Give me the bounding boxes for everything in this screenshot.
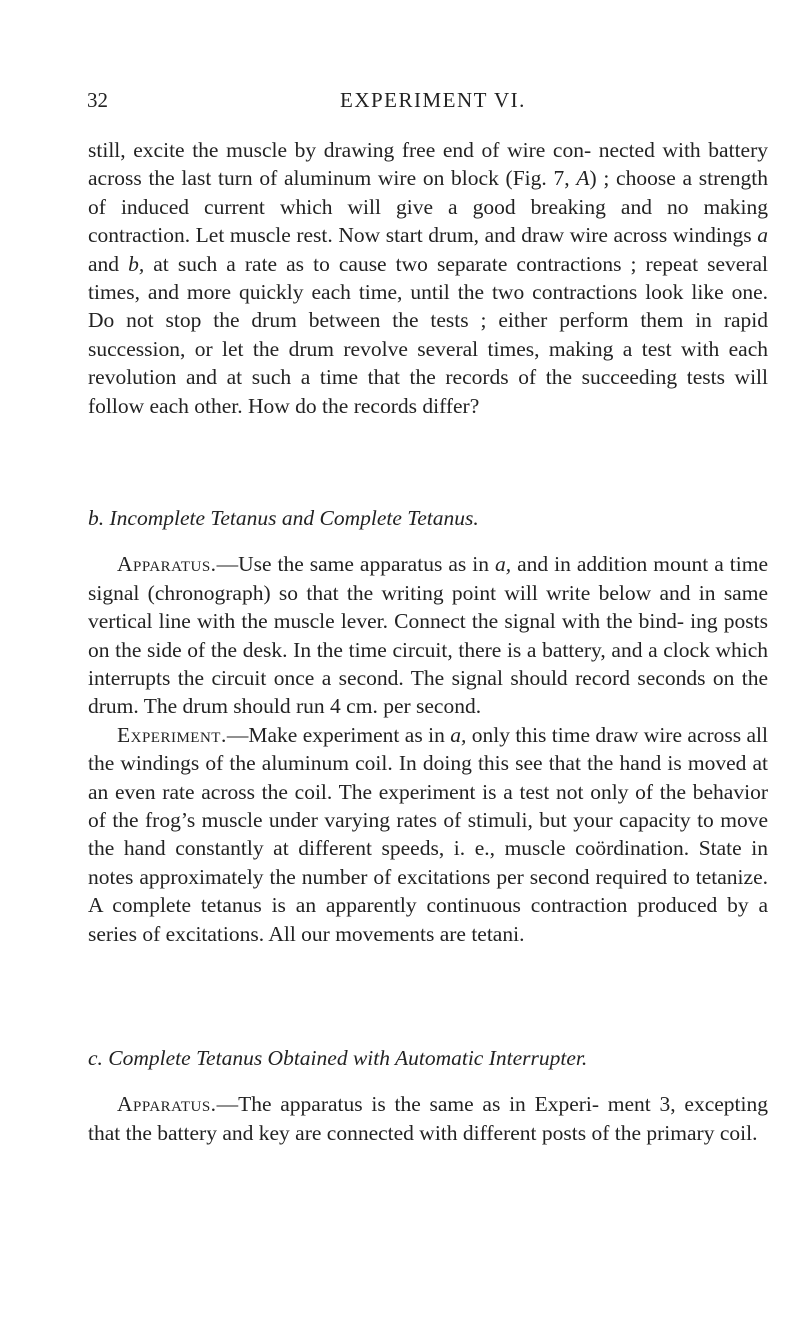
section-b-apparatus: Apparatus.—Use the same apparatus as in a, and in addition mount a time signal (chronograph) so that the writing point will write below and in same vertical line with the muscle lever. Connect the signal with the bind- ing posts on the side of the desk. In the time circuit, there is a battery, and a clock which interrupts the circuit once a second. The signal should record seconds on the drum. The drum should run 4 cm. per second.	[88, 552, 769, 719]
page-number: 32	[87, 88, 108, 112]
section-c-apparatus: Apparatus.—The apparatus is the same as in Experi- ment 3, excepting that the battery and key are connected with different posts of the primary coil.	[88, 1092, 768, 1145]
apparatus-label: Apparatus.	[117, 552, 217, 577]
section-b-heading: b. Incomplete Tetanus and Complete Tetanus.	[88, 506, 479, 530]
apparatus-label: Apparatus.	[117, 1092, 217, 1117]
section-c	[88, 1044, 768, 1147]
section-b	[88, 504, 768, 948]
continued-paragraph	[88, 136, 768, 420]
section-b-experiment: Experiment.—Make experiment as in a, only this time draw wire across all the windings of the aluminum coil. In doing this see that the hand is moved at an even rate across the coil. The experiment is a test not only of the behavior of the frog’s muscle under varying rates of stimuli, but your capacity to move the hand constantly at different speeds, i. e., muscle coördination. State in notes approximately the number of excitations per second required to tetanize. A complete tetanus is an apparently continuous contraction produced by a series of excitations. All our movements are tetani.	[88, 722, 768, 946]
paragraph-procedure: still, excite the muscle by drawing free end of wire con- nected with battery across the last turn of aluminum wire on block (Fig. 7, A) ; choose a strength of induced current which will give a good breaking and no making contraction. Let muscle rest. Now start drum, and draw wire across windings a and b, at such a rate as to cause two separate contractions ; repeat several times, and more quickly each time, until the two contractions look like one. Do not stop the drum between the tests ; either perform them in rapid succession, or let the drum revolve several times, making a test with each revolution and at such a time that the records of the succeeding tests will follow each other. How do the records differ?	[88, 138, 768, 418]
running-head	[87, 88, 777, 118]
experiment-label: Experiment.	[117, 722, 227, 747]
running-title: EXPERIMENT VI.	[340, 88, 526, 112]
section-c-heading: c. Complete Tetanus Obtained with Automatic Interrupter.	[88, 1046, 588, 1070]
